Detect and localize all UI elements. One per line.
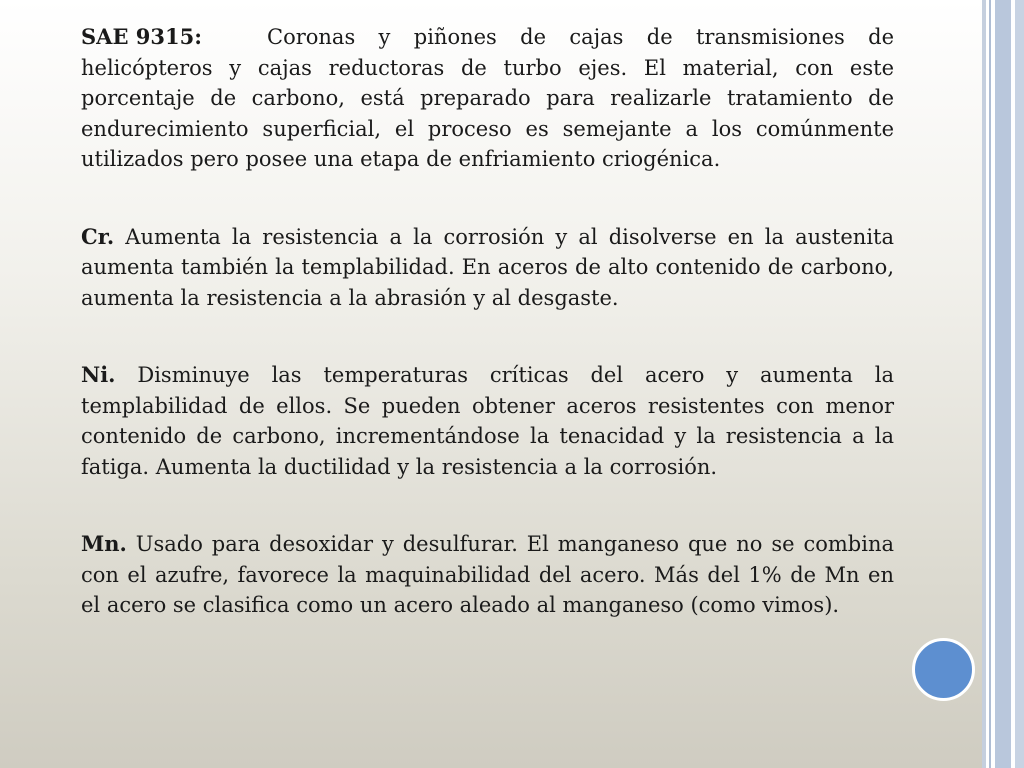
decorative-circle [912,638,975,701]
side-stripe [995,0,1011,768]
term-label: Mn. [81,531,127,556]
paragraph-mn [81,529,894,621]
side-stripe [989,0,991,768]
term-label: SAE 9315: [81,24,202,49]
side-stripe [982,0,986,768]
paragraph-cr [81,222,894,314]
term-label: Cr. [81,223,115,249]
paragraph-sae-9315 [81,22,894,175]
paragraph-text: Coronas y piñones de cajas de transmisiones de helicópteros y cajas reductoras de turbo ejes. El material, con este porcentaje de carbono, está preparado para realizarle tratamiento de endurecimiento superficial, el proceso es semejante a los comúnmente utilizados pero posee una etapa de enfriamiento criogénica. [81,25,894,171]
paragraph-text: Usado para desoxidar y desulfurar. El manganeso que no se combina con el azufre, favorece la maquinabilidad del acero. Más del 1% de Mn en el acero se clasifica como un acero aleado al manganeso (como vimos). [81,532,894,617]
term-label: Ni. [81,362,116,387]
paragraph-text: Aumenta la resistencia a la corrosión y al disolverse en la austenita aumenta también la templabilidad. En aceros de alto contenido de carbono, aumenta la resistencia a la abrasión y al desgaste. [81,224,894,310]
paragraph-text: Disminuye las temperaturas críticas del acero y aumenta la templabilidad de ellos. Se pueden obtener aceros resistentes con menor contenido de carbono, incrementándose la tenacidad y la resistencia a la fatiga. Aumenta la ductilidad y la resistencia a la corrosión. [81,363,894,479]
paragraph-ni [81,360,894,482]
slide-body [81,22,894,621]
side-stripe [1015,0,1024,768]
